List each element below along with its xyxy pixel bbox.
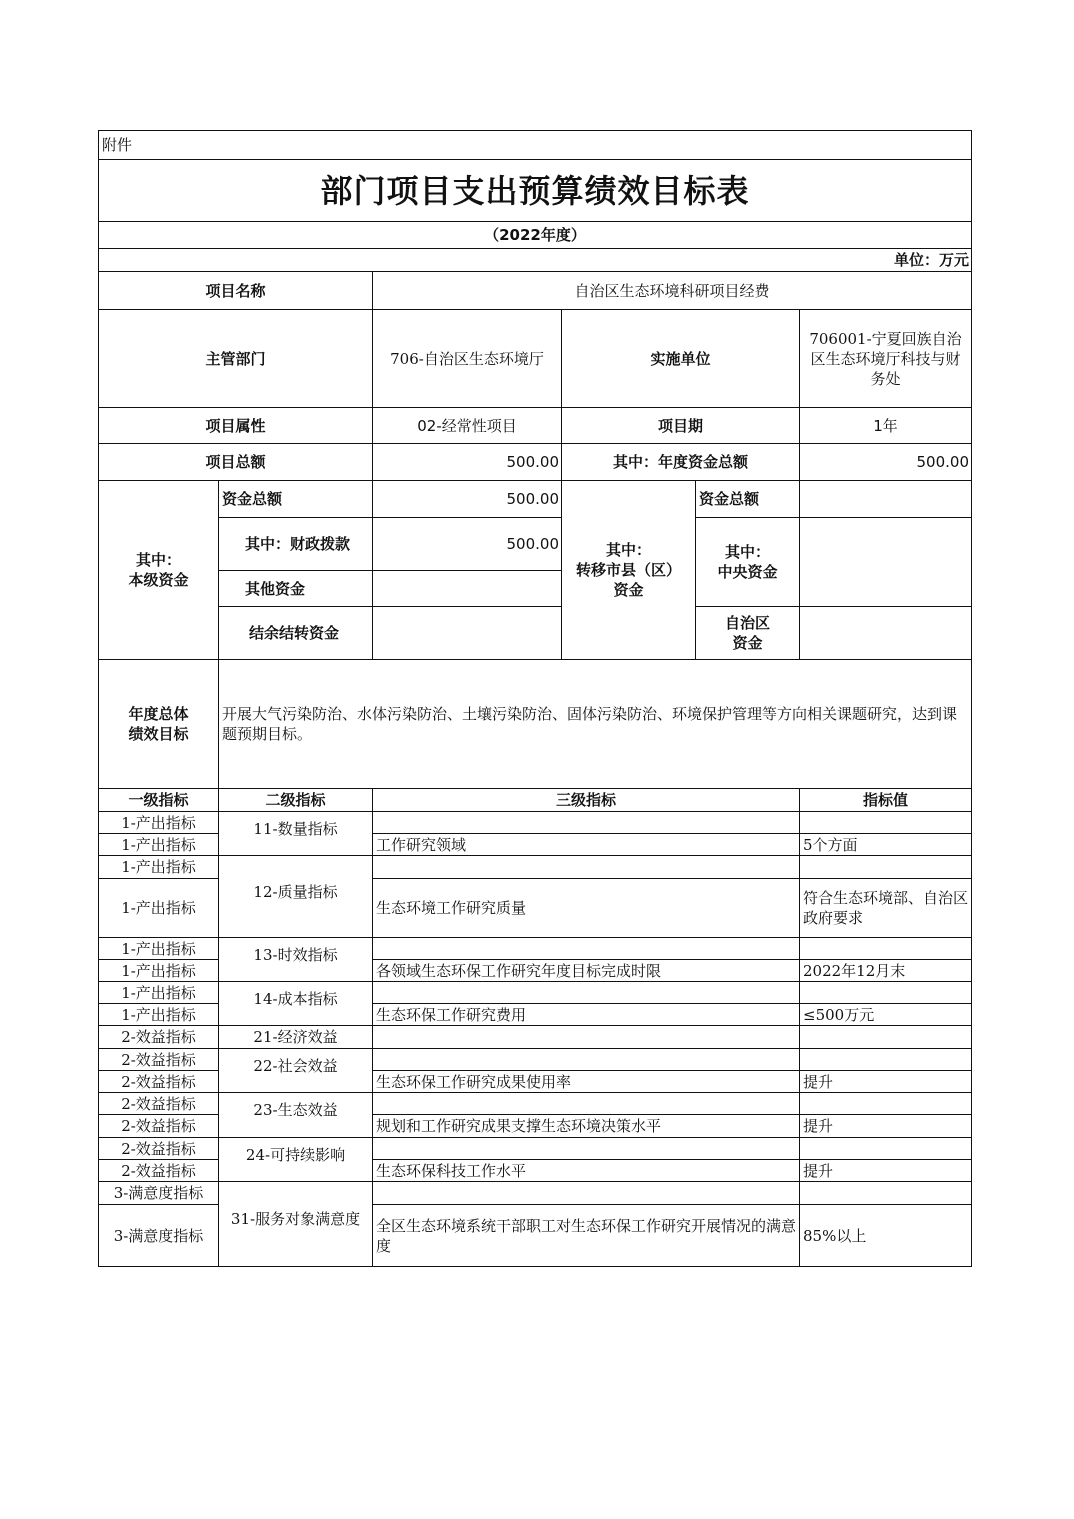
central-funds-label: 其中： 中央资金	[695, 517, 800, 607]
indicator-level3: 工作研究领域	[372, 833, 800, 856]
local-total-label: 资金总额	[218, 480, 373, 518]
unit-label: 单位：万元	[98, 248, 972, 272]
indicator-level3	[372, 1092, 800, 1115]
indicator-value: 5个方面	[799, 833, 972, 856]
indicator-level3	[372, 1048, 800, 1071]
indicator-value: 提升	[799, 1070, 972, 1093]
indicator-level2: 31-服务对象满意度	[218, 1181, 373, 1267]
indicator-value	[799, 855, 972, 879]
indicator-value	[799, 811, 972, 834]
indicator-value	[799, 1048, 972, 1071]
annual-goal-text: 开展大气污染防治、水体污染防治、土壤污染防治、固体污染防治、环境保护管理等方向相关课题研究，达到课题预期目标。	[218, 659, 972, 789]
indicator-level3: 规划和工作研究成果支撑生态环境决策水平	[372, 1114, 800, 1138]
indicator-level3	[372, 855, 800, 879]
header-level2: 二级指标	[218, 788, 373, 812]
other-funds-value	[372, 570, 562, 607]
indicator-level2: 24-可持续影响	[218, 1137, 373, 1182]
project-name-value: 自治区生态环境科研项目经费	[372, 271, 972, 310]
impl-unit-label: 实施单位	[561, 309, 800, 408]
page-title: 部门项目支出预算绩效目标表	[98, 159, 972, 222]
attachment-label: 附件	[98, 130, 972, 160]
indicator-level3	[372, 811, 800, 834]
header-value: 指标值	[799, 788, 972, 812]
indicator-level2: 13-时效指标	[218, 937, 373, 982]
indicator-level1: 1-产出指标	[98, 811, 219, 834]
transfer-funds-label: 其中： 转移市县（区） 资金	[561, 480, 696, 660]
indicator-level1: 3-满意度指标	[98, 1204, 219, 1267]
region-funds-value	[799, 606, 972, 660]
indicator-level3: 生态环保工作研究成果使用率	[372, 1070, 800, 1093]
indicator-level1: 1-产出指标	[98, 1003, 219, 1026]
project-total-value: 500.00	[372, 443, 562, 481]
indicator-level1: 3-满意度指标	[98, 1181, 219, 1205]
indicator-value: ≤500万元	[799, 1003, 972, 1026]
indicator-value	[799, 1092, 972, 1115]
other-funds-label: 其他资金	[218, 570, 373, 607]
central-funds-value	[799, 517, 972, 607]
indicator-level1: 2-效益指标	[98, 1159, 219, 1182]
carryover-label: 结余结转资金	[218, 606, 373, 660]
indicator-value	[799, 937, 972, 960]
indicator-level1: 1-产出指标	[98, 959, 219, 982]
indicator-value: 提升	[799, 1114, 972, 1138]
project-attr-value: 02-经常性项目	[372, 407, 562, 444]
year-label: （2022年度）	[98, 221, 972, 249]
indicator-level3	[372, 1025, 800, 1049]
region-funds-label: 自治区 资金	[695, 606, 800, 660]
indicator-level2: 14-成本指标	[218, 981, 373, 1026]
indicator-level1: 2-效益指标	[98, 1048, 219, 1071]
header-level1: 一级指标	[98, 788, 219, 812]
indicator-level1: 1-产出指标	[98, 833, 219, 856]
indicator-level1: 1-产出指标	[98, 981, 219, 1004]
indicator-level1: 2-效益指标	[98, 1114, 219, 1138]
indicator-level1: 2-效益指标	[98, 1137, 219, 1160]
indicator-level3	[372, 937, 800, 960]
indicator-value: 85%以上	[799, 1204, 972, 1267]
indicator-level1: 1-产出指标	[98, 878, 219, 938]
indicator-level2: 21-经济效益	[218, 1025, 373, 1049]
fiscal-value: 500.00	[372, 517, 562, 571]
indicator-level3	[372, 1181, 800, 1205]
indicator-value: 符合生态环境部、自治区政府要求	[799, 878, 972, 938]
transfer-total-label: 资金总额	[695, 480, 800, 518]
indicator-level3: 全区生态环境系统干部职工对生态环保工作研究开展情况的满意度	[372, 1204, 800, 1267]
impl-unit-value: 706001-宁夏回族自治区生态环境厅科技与财务处	[799, 309, 972, 408]
indicator-value	[799, 1181, 972, 1205]
indicator-level2: 12-质量指标	[218, 855, 373, 938]
annual-total-value: 500.00	[799, 443, 972, 481]
annual-goal-label: 年度总体 绩效目标	[98, 659, 219, 789]
indicator-value	[799, 1137, 972, 1160]
indicator-value	[799, 1025, 972, 1049]
indicator-level2: 22-社会效益	[218, 1048, 373, 1093]
indicator-value: 提升	[799, 1159, 972, 1182]
transfer-total-value	[799, 480, 972, 518]
dept-label: 主管部门	[98, 309, 373, 408]
project-name-label: 项目名称	[98, 271, 373, 310]
indicator-value	[799, 981, 972, 1004]
indicator-level1: 2-效益指标	[98, 1025, 219, 1049]
indicator-level3: 生态环保科技工作水平	[372, 1159, 800, 1182]
indicator-level1: 2-效益指标	[98, 1070, 219, 1093]
fiscal-label: 其中：财政拨款	[218, 517, 373, 571]
indicator-level2: 23-生态效益	[218, 1092, 373, 1138]
indicator-level3	[372, 981, 800, 1004]
indicator-level2: 11-数量指标	[218, 811, 373, 856]
project-period-value: 1年	[799, 407, 972, 444]
project-period-label: 项目期	[561, 407, 800, 444]
local-total-value: 500.00	[372, 480, 562, 518]
indicator-level1: 1-产出指标	[98, 937, 219, 960]
annual-total-label: 其中：年度资金总额	[561, 443, 800, 481]
indicator-value: 2022年12月末	[799, 959, 972, 982]
indicator-level3: 各领域生态环保工作研究年度目标完成时限	[372, 959, 800, 982]
project-total-label: 项目总额	[98, 443, 373, 481]
indicator-level1: 1-产出指标	[98, 855, 219, 879]
project-attr-label: 项目属性	[98, 407, 373, 444]
header-level3: 三级指标	[372, 788, 800, 812]
indicator-level3	[372, 1137, 800, 1160]
indicator-level1: 2-效益指标	[98, 1092, 219, 1115]
indicator-level3: 生态环保工作研究费用	[372, 1003, 800, 1026]
dept-value: 706-自治区生态环境厅	[372, 309, 562, 408]
carryover-value	[372, 606, 562, 660]
local-funds-label: 其中： 本级资金	[98, 480, 219, 660]
indicator-level3: 生态环境工作研究质量	[372, 878, 800, 938]
